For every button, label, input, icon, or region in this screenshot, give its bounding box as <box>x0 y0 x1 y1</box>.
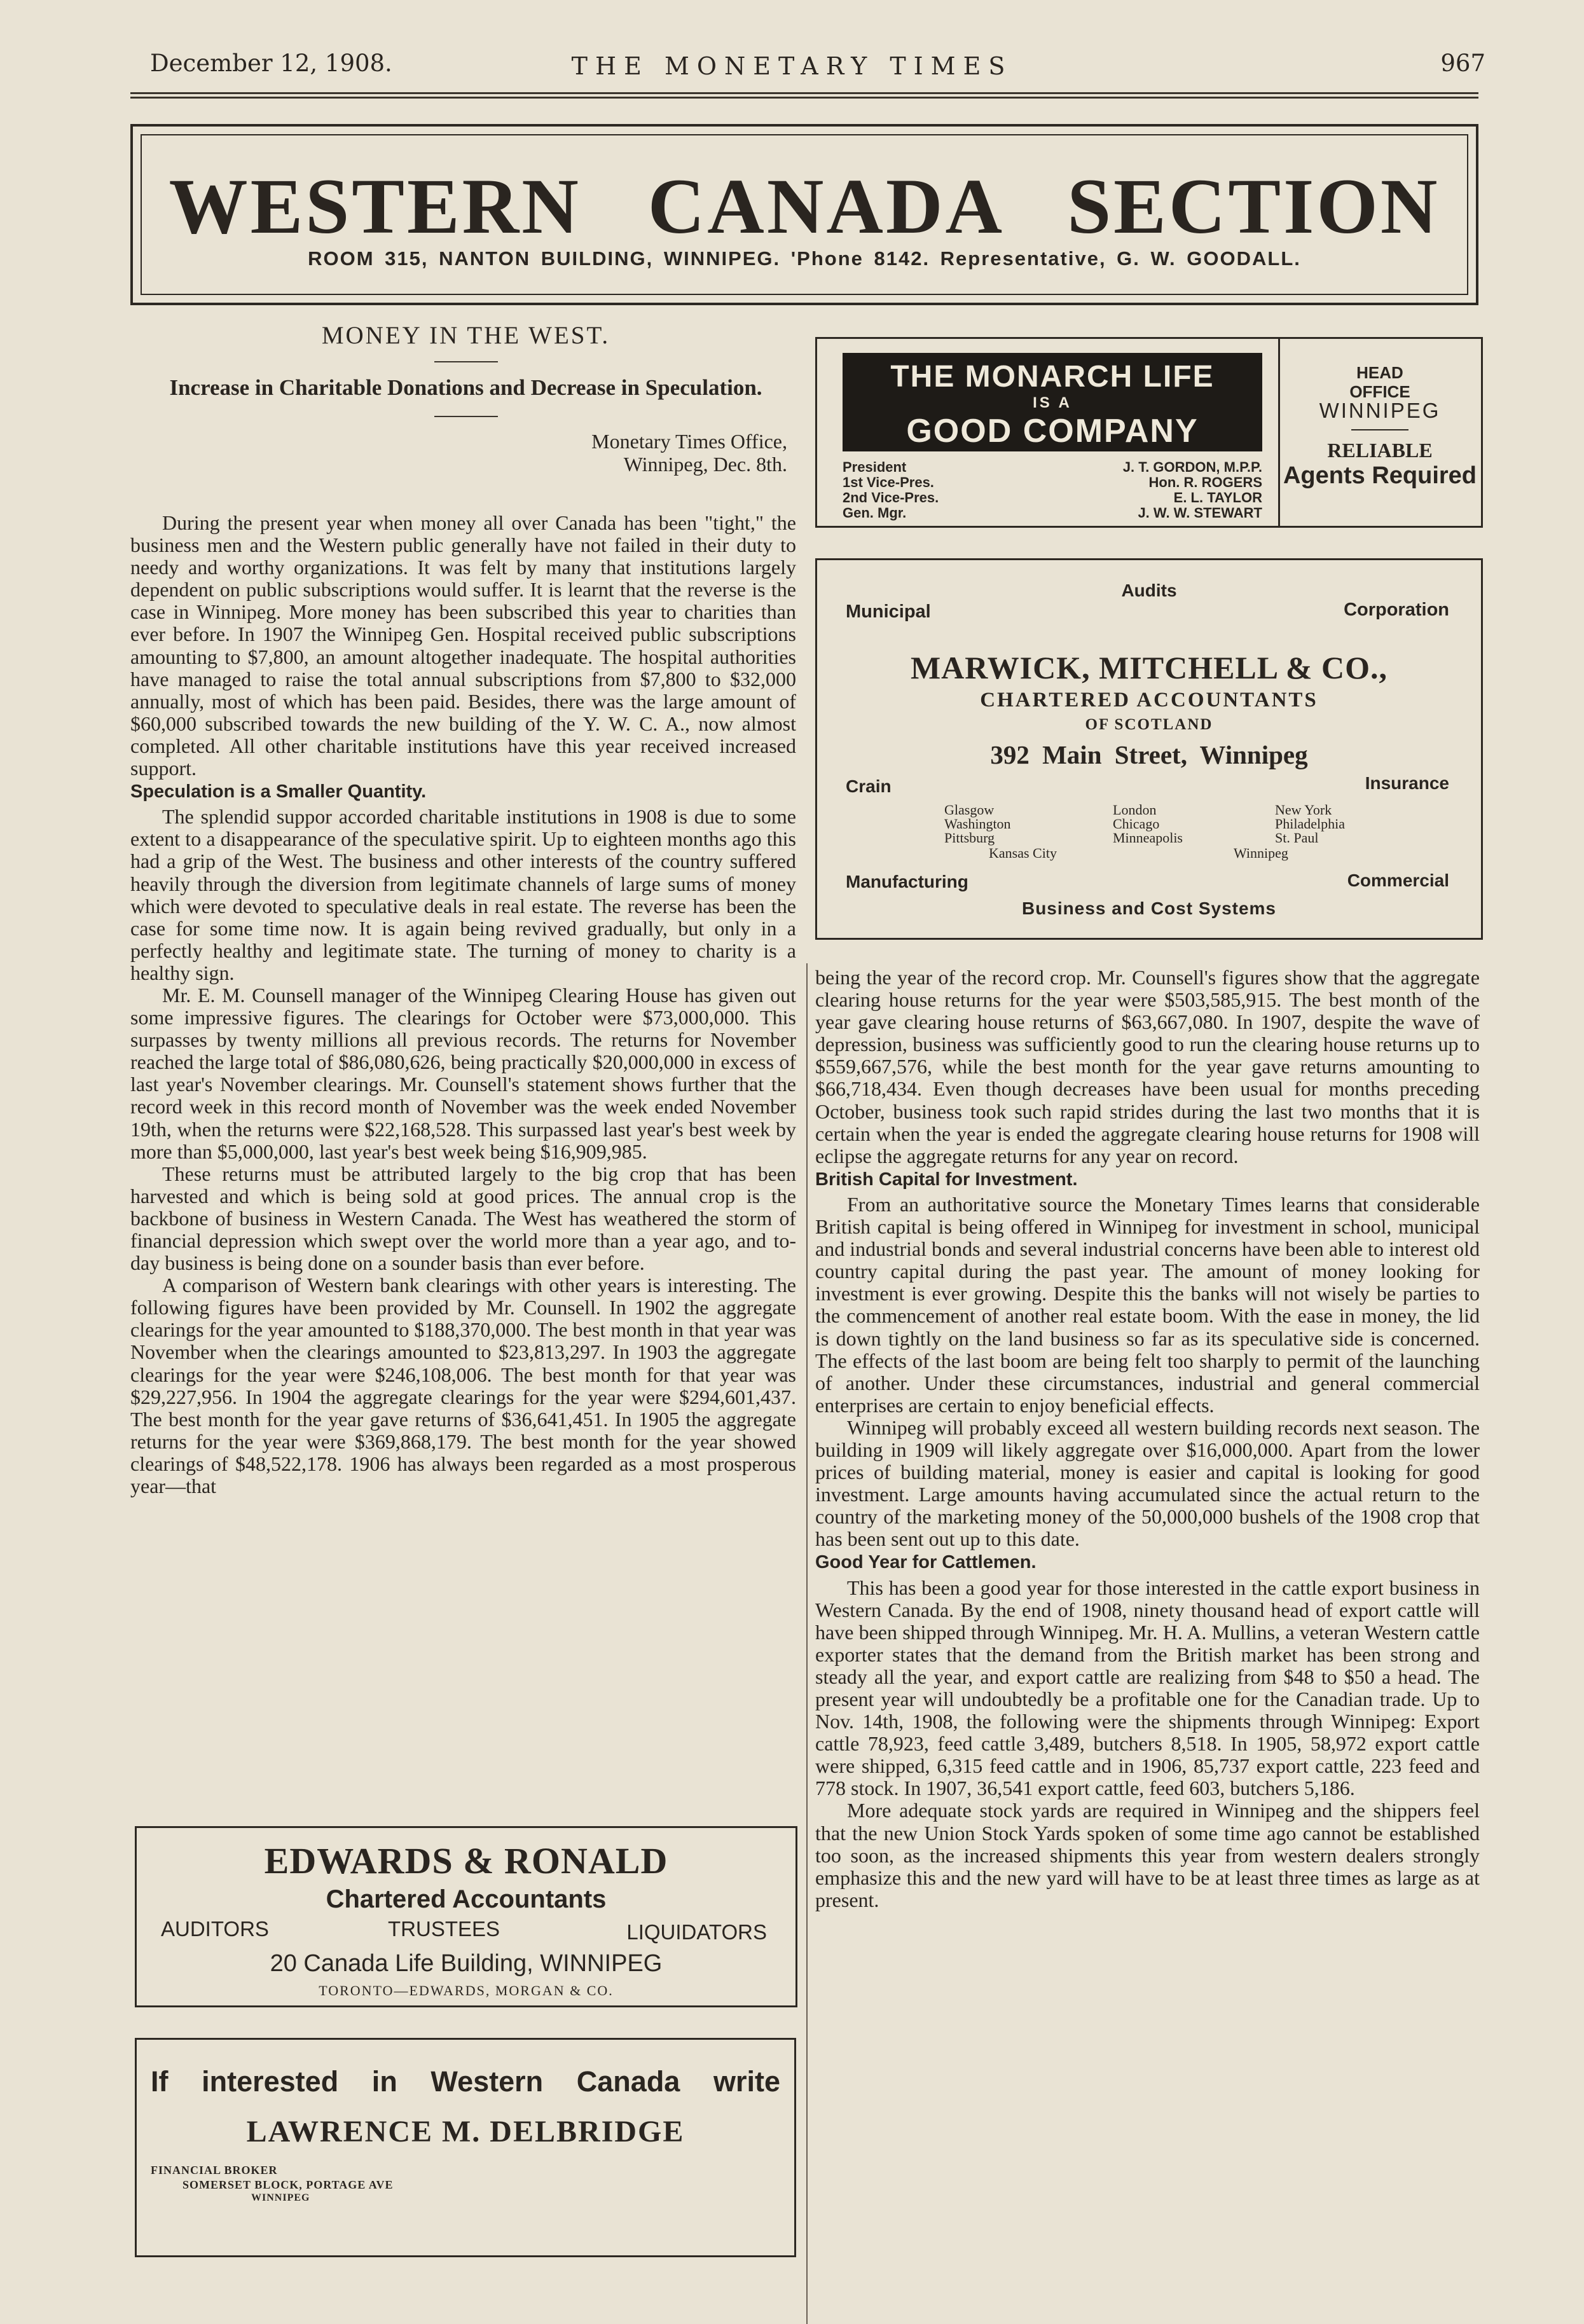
edwards-address: 20 Canada Life Building, WINNIPEG <box>270 1950 663 1977</box>
corporation-label: Corporation <box>1344 600 1449 620</box>
monarch-officer-roles <box>843 460 970 521</box>
marwick-firm-name: MARWICK, MITCHELL & CO., <box>910 650 1388 685</box>
cities-column-2 <box>1113 803 1183 845</box>
article-header <box>137 321 795 476</box>
edwards-toronto: TORONTO—EDWARDS, MORGAN & CO. <box>319 1983 614 1998</box>
monarch-line-2: IS A <box>1033 394 1072 411</box>
marwick-address: 392 Main Street, Winnipeg <box>990 740 1308 769</box>
city: Pittsburg <box>944 830 995 846</box>
subheading-cattlemen: Good Year for Cattlemen. <box>815 1552 1036 1573</box>
officer-name: Hon. R. ROGERS <box>1148 474 1262 490</box>
deck-rule <box>434 416 498 417</box>
article-column-right <box>815 966 1480 2302</box>
monarch-line-1: THE MONARCH LIFE <box>890 360 1215 394</box>
monarch-officer-names <box>1027 460 1262 521</box>
liquidators-label: LIQUIDATORS <box>626 1920 767 1944</box>
header-rule <box>130 92 1478 94</box>
cost-systems-label: Business and Cost Systems <box>1021 898 1277 918</box>
delbridge-headline: If interested in Western Canada write <box>151 2065 780 2098</box>
delbridge-broker: FINANCIAL BROKER <box>151 2164 278 2176</box>
paragraph: More adequate stock yards are required in Winnipeg and the shippers feel that the new Union Stock Yards spoken of some time ago cannot be established too soon, as the increased shipments this year from western dealers strongly emphasize this and the new yard will have to be at least three times as large as at present. <box>815 1799 1480 1911</box>
insurance-label: Insurance <box>1365 773 1449 793</box>
delbridge-ad <box>135 2038 796 2257</box>
city-winnipeg: Winnipeg <box>1234 845 1288 861</box>
section-banner <box>130 124 1478 305</box>
monarch-life-ad <box>815 337 1483 528</box>
column-divider <box>806 963 808 2324</box>
reliable-label: RELIABLE <box>1327 439 1433 462</box>
section-address: ROOM 315, NANTON BUILDING, WINNIPEG. 'Phone 8142. Representative, G. W. GOODALL. <box>308 247 1301 270</box>
officer-name: J. W. W. STEWART <box>1138 505 1262 521</box>
dateline-office: Monetary Times Office, <box>591 430 787 453</box>
subheading-speculation: Speculation is a Smaller Quantity. <box>130 781 427 802</box>
title-rule <box>434 361 498 362</box>
paragraph: A comparison of Western bank clearings with other years is interesting. The following figures have been provided by Mr. Counsell. In 1902 the aggregate clearings for the year amounted to $188,370,000. The best month in that year was November when the clearings amounted to $23,813,297. In 1903 the aggregate clearings for the year were $246,108,006. The best month for that year was $29,227,956. In 1904 the aggregate clearings for the year were $294,601,437. The best month for the year gave returns of $36,641,451. In 1905 the aggregate returns for the year were $369,868,179. The best month for the year showed clearings of $48,522,178. 1906 has always been regarded as a most prosperous year—that <box>130 1274 796 1498</box>
paragraph: Winnipeg will probably exceed all western building records next season. The building in 1909 will likely aggregate over $16,000,000. Apart from the lower prices of building material, money is easier and capital is looking for good investment. Large amounts having accumulated since the actual return to the country of the marketing money of the 50,000,000 bushels of the 1908 crop that has been sent out up to this date. <box>815 1415 1480 1551</box>
city: New York <box>1275 802 1332 818</box>
cities-column-1 <box>944 803 1011 845</box>
marwick-mitchell-ad <box>815 558 1483 940</box>
manufacturing-label: Manufacturing <box>846 872 968 891</box>
publication-name: THE MONETARY TIMES <box>571 52 1013 80</box>
paragraph: These returns must be attributed largely to the big crop that has been harvested and which is being sold at good prices. The annual crop is the backbone of business in Western Canada. The West has weathered the storm of financial depression which swept over the world more than a year ago, and to-day business is being done on a sounder basis than ever before. <box>130 1162 796 1275</box>
monarch-divider <box>1278 339 1280 526</box>
head-office-line: HEAD <box>1356 363 1403 382</box>
delbridge-name: LAWRENCE M. DELBRIDGE <box>246 2115 685 2149</box>
dateline-place: Winnipeg, Dec. 8th. <box>623 453 787 476</box>
city: Glasgow <box>944 802 995 818</box>
article-column-left <box>130 512 796 1790</box>
monarch-line-3: GOOD COMPANY <box>906 413 1199 450</box>
commercial-label: Commercial <box>1347 870 1449 890</box>
monarch-head-office <box>1281 363 1478 489</box>
city: Minneapolis <box>1113 830 1183 846</box>
trustees-label: TRUSTEES <box>388 1917 500 1941</box>
officer-role: 1st Vice-Pres. <box>843 474 934 490</box>
city: Chicago <box>1113 816 1160 832</box>
municipal-label: Municipal <box>846 602 931 622</box>
officer-name: E. L. TAYLOR <box>1173 490 1262 505</box>
section-title: WESTERN CANADA SECTION <box>169 163 1440 250</box>
edwards-chartered: Chartered Accountants <box>326 1885 607 1913</box>
article-deck: Increase in Charitable Donations and Decrease in Speculation. <box>169 375 762 400</box>
chartered-accountants: CHARTERED ACCOUNTANTS <box>980 689 1318 712</box>
crain-label: Crain <box>846 776 892 796</box>
city: Philadelphia <box>1275 816 1345 832</box>
paragraph: From an authoritative source the Monetary Times learns that considerable British capital is being offered in Winnipeg for investment in school, municipal and industrial bonds and several industrial concerns have been able to interest old country capital during the past year. The amount of money looking for investment is ever growing. Despite this the banks will not wisely be parties to the commencement of another real estate boom. With the ease in money, the lid is down tightly on the land business so far as its speculative side is concerned. The effects of the last boom are being felt too sharply to permit of the launching of another. Under these circumstances, industrial and general commercial enterprises are certain to enjoy beneficial effects. <box>815 1192 1480 1417</box>
agents-required: Agents Required <box>1283 462 1477 489</box>
delbridge-city: WINNIPEG <box>251 2192 310 2203</box>
audits-label: Audits <box>1121 581 1177 600</box>
paragraph: This has been a good year for those interested in the cattle export business in Western Canada. By the end of 1908, ninety thousand head of export cattle will have been shipped through Winnipeg. Mr. H. A. Mullins, a veteran Western cattle exporter states that the demand from the British market has been strong and steady all the year, and export cattle are realizing from $48 to $50 a head. The present year will undoubtedly be a profitable one for the Canadian trade. Up to Nov. 14th, 1908, the following were the shipments through Winnipeg: Export cattle 78,923, feed cattle 3,489, butchers 8,518. In 1905, 58,972 export cattle were shipped, 6,315 feed cattle and in 1906, 85,737 export cattle, 223 feed and 778 stock. In 1907, 36,541 export cattle, feed 603, butchers 5,186. <box>815 1576 1480 1800</box>
paragraph: The splendid suppor accorded charitable institutions in 1908 is due to some extent to a disappearance of the speculative spirit. Up to eighteen months ago this had a grip of the West. The business and other interests of the country suffered heavily through the diversion from legitimate channels of large sums of money which were devoted to speculative deals in real estate. The reverse has been the case for some time now. It is again being revived gradually, but only in a perfectly healthy and legitimate state. The turning of money to charity is a healthy sign. <box>130 805 796 984</box>
edwards-firm-name: EDWARDS & RONALD <box>264 1840 668 1881</box>
monarch-logo-block <box>843 353 1262 451</box>
article-title: MONEY IN THE WEST. <box>321 322 610 349</box>
auditors-label: AUDITORS <box>161 1917 269 1941</box>
paragraph: Mr. E. M. Counsell manager of the Winnipeg Clearing House has given out some impressive figures. The clearings for October were $73,000,000. This surpasses by twenty millions all previous records. The returns for November reached the large total of $86,080,626, being practically $20,000,000 in excess of last year's November clearings. Mr. Counsell's statement shows further that the record week in this record month of November was the week ended November 19th, when the returns were $22,168,528. This surpassed last year's best week by more than $5,000,000, last year's best week being $16,909,985. <box>130 983 796 1163</box>
officer-role: Gen. Mgr. <box>843 505 907 521</box>
paragraph: During the present year when money all over Canada has been "tight," the business men and the Western public generally have not failed in their duty to needy and worthy organizations. It was felt by many that institutions largely dependent on public subscriptions would suffer. It is learnt that the reverse is the case in Winnipeg. More money has been subscribed this year to charities than ever before. In 1907 the Winnipeg Gen. Hospital received public subscriptions amounting to $7,800, an amount altogether inadequate. The hospital authorities have managed to raise the total annual subscriptions from $7,800 to $32,000 annually, most of which has been paid. Besides, there was the large amount of $60,000 subscribed towards the new building of the Y. W. C. A., now almost completed. All other charitable institutions have this year received increased support. <box>130 512 796 780</box>
edwards-ronald-ad <box>135 1826 797 2007</box>
city: St. Paul <box>1275 830 1319 846</box>
officer-name: J. T. GORDON, M.P.P. <box>1122 459 1262 475</box>
header-rule-2 <box>130 97 1478 99</box>
city: Washington <box>944 816 1011 832</box>
page-number: 967 <box>1440 50 1485 77</box>
subheading-british-capital: British Capital for Investment. <box>815 1169 1078 1190</box>
head-office-line: OFFICE <box>1349 382 1410 401</box>
head-office-rule <box>1351 429 1408 430</box>
page-date: December 12, 1908. <box>150 50 392 77</box>
paragraph: being the year of the record crop. Mr. Counsell's figures show that the aggregate clearing house returns for the year were $503,585,915. The best month of the year gave clearing house returns of $63,667,080. In 1907, despite the wave of depression, business was sufficiently good to run the clearing house returns up to $559,667,576, while the best month for the year gave returns amounting to $66,718,434. Even though decreases have been usual for months preceding October, business took such rapid strides during the last two months that it is certain when the year is ended the aggregate clearing house returns for 1908 will eclipse the aggregate returns for any year on record. <box>815 966 1480 1167</box>
officer-role: 2nd Vice-Pres. <box>843 490 939 505</box>
head-office-city: WINNIPEG <box>1319 399 1441 422</box>
of-scotland: OF SCOTLAND <box>1085 716 1213 733</box>
officer-role: President <box>843 459 907 475</box>
city: London <box>1113 802 1157 818</box>
city-kansas: Kansas City <box>989 845 1057 861</box>
cities-column-3 <box>1275 803 1345 845</box>
delbridge-block: SOMERSET BLOCK, PORTAGE AVE <box>183 2178 394 2191</box>
